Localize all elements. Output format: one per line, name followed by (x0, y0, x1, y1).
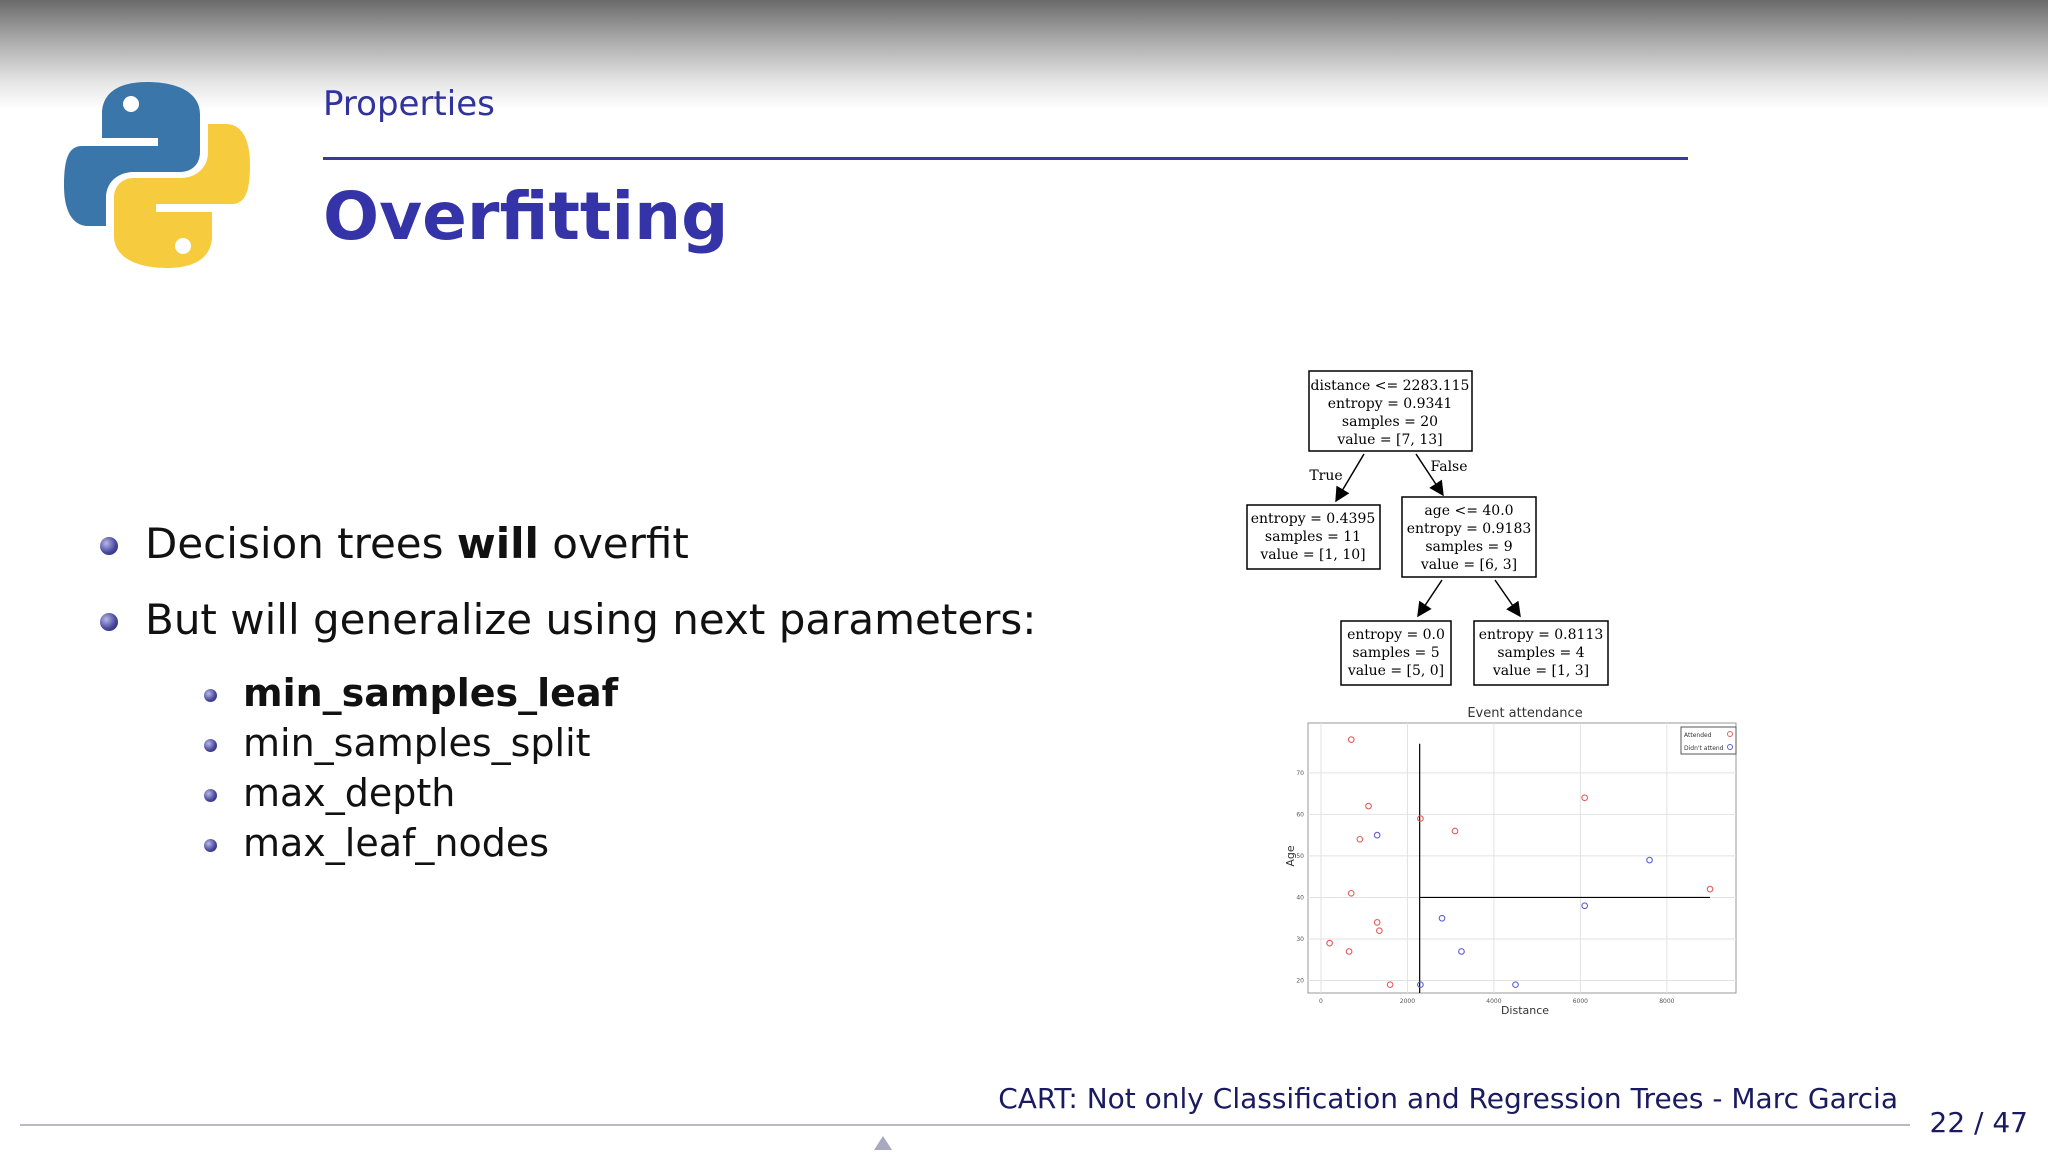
header-shade (0, 0, 2048, 110)
bullet-text-pre: Decision trees (145, 519, 457, 568)
edge-label-true: True (1309, 468, 1343, 484)
bullet-list (95, 512, 1036, 664)
node-text: age <= 40.0 (1424, 503, 1514, 519)
tree-edge (1418, 580, 1442, 616)
legend-label: Attended (1684, 732, 1712, 739)
decision-tree-diagram (1240, 365, 1620, 695)
y-tick-label: 50 (1296, 852, 1304, 860)
param-item: max_depth (200, 768, 618, 818)
scatter-chart (1280, 700, 1740, 1025)
x-tick-label: 2000 (1399, 998, 1416, 1005)
chart-title: Event attendance (1467, 706, 1583, 721)
y-tick-label: 40 (1296, 894, 1304, 902)
y-tick-label: 70 (1296, 769, 1304, 777)
python-logo-icon (62, 80, 252, 270)
node-text: value = [1, 3] (1492, 663, 1590, 679)
node-text: entropy = 0.9341 (1327, 396, 1453, 412)
legend-label: Didn't attend (1684, 745, 1724, 752)
y-tick-label: 30 (1296, 936, 1304, 943)
node-text: entropy = 0.8113 (1478, 627, 1604, 643)
chart-legend (1681, 727, 1736, 754)
edge-label-false: False (1430, 459, 1468, 475)
footer-rule (20, 1124, 1910, 1126)
parameter-list (200, 668, 618, 868)
node-text: entropy = 0.4395 (1250, 511, 1376, 527)
y-tick-label: 60 (1296, 811, 1304, 819)
plot-area (1308, 723, 1736, 993)
tree-edge (1495, 580, 1520, 616)
node-text: distance <= 2283.115 (1310, 378, 1470, 394)
bullet-text-bold: will (456, 519, 539, 568)
node-text: value = [5, 0] (1347, 663, 1445, 679)
bullet-item-generalize: But will generalize using next parameters: (95, 588, 1036, 664)
param-item: max_leaf_nodes (200, 818, 618, 868)
node-text: value = [7, 13] (1337, 432, 1443, 448)
nav-marker-icon[interactable] (874, 1136, 892, 1150)
page-number: 22 / 47 (1929, 1106, 2028, 1139)
x-tick-label: 6000 (1572, 998, 1589, 1005)
bullet-item-overfit (95, 512, 1036, 588)
node-text: samples = 20 (1341, 414, 1439, 430)
node-text: samples = 11 (1264, 529, 1362, 545)
node-text: value = [1, 10] (1260, 547, 1366, 563)
node-text: entropy = 0.0 (1347, 627, 1445, 643)
y-axis-label: Age (1284, 845, 1297, 867)
y-tick-label: 20 (1296, 977, 1304, 985)
x-tick-label: 8000 (1659, 998, 1675, 1005)
node-text: samples = 5 (1352, 645, 1440, 661)
param-item: min_samples_split (200, 718, 618, 768)
x-axis-label: Distance (1500, 1004, 1550, 1017)
node-text: samples = 9 (1425, 539, 1513, 555)
x-tick-label: 0 (1319, 998, 1323, 1005)
x-tick-label: 4000 (1486, 998, 1502, 1005)
chart-grid (1308, 723, 1736, 993)
node-text: value = [6, 3] (1420, 557, 1518, 573)
section-title: Properties (323, 84, 495, 124)
footer-text: CART: Not only Classification and Regression Trees - Marc Garcia (998, 1082, 1898, 1115)
bullet-text-post: overfit (538, 519, 689, 568)
header-rule (323, 157, 1688, 160)
slide-title: Overfitting (323, 178, 729, 255)
node-text: samples = 4 (1497, 645, 1585, 661)
param-item: min_samples_leaf (200, 668, 618, 718)
node-text: entropy = 0.9183 (1406, 521, 1532, 537)
